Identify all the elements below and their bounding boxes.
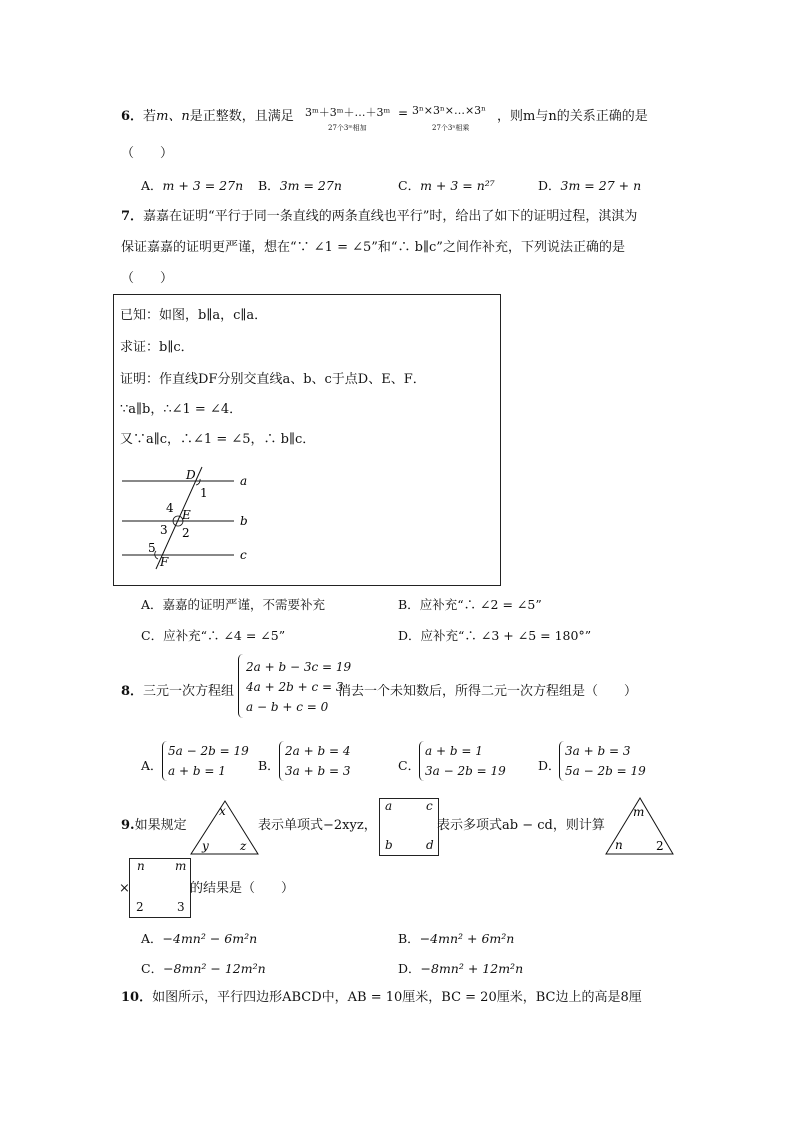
tri-right: z [240, 839, 247, 853]
q8-option-c-label: C． [398, 758, 421, 773]
q8-system-brace [238, 654, 243, 718]
q9-square-nm23 [129, 858, 191, 918]
option-label: D． [398, 628, 421, 643]
system-eq-2: 4a + 2b + c = 3 [246, 680, 344, 694]
sq-bl: b [385, 838, 393, 852]
q9-times: × [119, 881, 130, 896]
option-label: D． [398, 961, 421, 976]
q9-option-c [141, 959, 266, 977]
q9-option-b [398, 929, 514, 947]
angle-2: 2 [182, 526, 190, 540]
point-d: D [186, 468, 196, 482]
q7-option-c [141, 626, 285, 644]
proof-step-1: 证明：作直线DF分别交直线a、b、c于点D、E、F． [120, 372, 426, 387]
q9-option-a [141, 929, 257, 947]
option-text: −4mn² + 6m²n [419, 931, 515, 946]
option-label: B． [398, 597, 420, 612]
proof-step-3: 又∵a∥c，∴∠1 = ∠5，∴ b∥c． [120, 432, 316, 447]
option-eq: 5a − 2b = 19 [168, 744, 249, 758]
point-e: E [182, 508, 191, 522]
transversal-df [156, 467, 202, 569]
option-eq: a + b = 1 [168, 764, 226, 778]
q9-text-a: 如果规定 [134, 818, 187, 833]
option-label: B． [398, 931, 420, 946]
q8-option-a-eqs [168, 741, 249, 781]
q8-option-b-brace [279, 741, 284, 781]
q9-option-d [398, 959, 523, 977]
label-b: b [240, 514, 248, 528]
proof-to-prove: 求证：b∥c． [120, 340, 194, 355]
q6-rhs: 3ⁿ×3ⁿ×…×3ⁿ [412, 104, 486, 117]
option-label: A． [141, 597, 163, 612]
q8-option-c-brace [419, 741, 424, 781]
sq-tl: a [385, 799, 393, 813]
label-c: c [240, 548, 247, 562]
q8-system [246, 657, 351, 717]
option-eq: 5a − 2b = 19 [565, 764, 646, 778]
q6-text-c: ，则m与n的关系正确的是 [497, 109, 648, 124]
q6-number: 6． [121, 109, 144, 124]
q8-text-a: 三元一次方程组 [143, 684, 235, 699]
option-eq: 2a + b = 4 [285, 744, 351, 758]
option-label: A． [141, 178, 163, 193]
q7-option-b [398, 595, 542, 613]
system-eq-1: 2a + b − 3c = 19 [246, 660, 352, 674]
q7-paren: （ ） [121, 271, 174, 286]
option-text: 嘉嘉的证明严谨，不需要补充 [162, 597, 326, 612]
label-a: a [240, 474, 248, 488]
q7-option-a [141, 595, 325, 613]
option-label: C． [141, 628, 164, 643]
angle-3: 3 [160, 523, 168, 537]
q8-option-d-eqs [565, 741, 646, 781]
q6-option-b [258, 176, 342, 194]
option-label: D． [538, 178, 561, 193]
q6-paren: （ ） [121, 146, 174, 161]
point-f: F [160, 555, 169, 569]
q8-option-d-brace [559, 741, 564, 781]
q6-rhs-note: 27个3ⁿ相乘 [432, 124, 470, 132]
option-eq: 3a − 2b = 19 [425, 764, 506, 778]
q8-option-b-label: B． [258, 758, 280, 773]
option-text: 应补充“∴ ∠4 = ∠5” [163, 628, 286, 643]
q7-number: 7． [121, 209, 144, 224]
q6-option-c [398, 176, 495, 194]
option-eq: 3a + b = 3 [285, 764, 351, 778]
proof-step-2: ∵a∥b，∴∠1 = ∠4． [120, 402, 243, 417]
option-eq: 3a + b = 3 [565, 744, 631, 758]
sq-tl: n [137, 859, 145, 873]
q7-line1 [121, 208, 637, 226]
q7-proof-box [113, 294, 501, 586]
q9-text-d: 的结果是（ ） [190, 881, 295, 896]
q6-equals: = [398, 106, 409, 120]
q8-number: 8． [121, 684, 144, 699]
q8-option-a-label: A． [141, 758, 163, 773]
option-text: −4mn² − 6m²n [162, 931, 258, 946]
option-text: −8mn² + 12m²n [420, 961, 524, 976]
option-label: C． [141, 961, 164, 976]
q9-triangle-xyz [188, 798, 262, 858]
sq-br: d [426, 838, 434, 852]
q9-triangle-mn2 [603, 795, 677, 857]
sq-tr: m [175, 859, 187, 873]
angle-4: 4 [166, 501, 174, 515]
q7-option-d [398, 626, 591, 644]
q9-square-abcd [379, 798, 439, 856]
q8-option-a-brace [162, 741, 167, 781]
tri-top: x [219, 804, 226, 818]
system-eq-3: a − b + c = 0 [246, 700, 329, 714]
q7-figure [118, 463, 258, 573]
q6-text-a: 若 [143, 109, 157, 124]
option-text: m + 3 = 27n [162, 178, 244, 193]
q10-number: 10． [121, 990, 153, 1005]
q6-lhs: 3ᵐ＋3ᵐ＋…＋3ᵐ [305, 106, 391, 119]
q9-text-c: 表示多项式ab − cd，则计算 [437, 818, 605, 833]
option-label: C． [398, 178, 421, 193]
sq-tr: c [426, 799, 433, 813]
tri-top: m [633, 805, 645, 819]
option-label: A． [141, 931, 163, 946]
angle-1: 1 [200, 486, 208, 500]
q7-line2: 保证嘉嘉的证明更严谨，想在“∵ ∠1 = ∠5”和“∴ b∥c”之间作补充，下列说法正确的是 [121, 240, 625, 255]
q9-lead [121, 817, 187, 835]
q7-line1-text: 嘉嘉在证明“平行于同一条直线的两条直线也平行”时，给出了如下的证明过程，淇淇为 [143, 209, 638, 224]
tri-right: 2 [656, 839, 664, 853]
option-text: m + 3 = n²⁷ [420, 178, 495, 193]
sq-bl: 2 [136, 900, 144, 914]
option-text: −8mn² − 12m²n [163, 961, 266, 976]
angle-5: 5 [148, 541, 156, 555]
q8-option-b-eqs [285, 741, 350, 781]
q10-stem [121, 989, 642, 1007]
q8-option-c-eqs [425, 741, 506, 781]
q8-text-b: 消去一个未知数后，所得二元一次方程组是（ ） [338, 684, 638, 699]
q9-number: 9. [121, 818, 135, 833]
q6-stem [121, 108, 294, 126]
q6-text-b: 是正整数，且满足 [189, 109, 294, 124]
q10-text: 如图所示，平行四边形ABCD中，AB = 10厘米，BC = 20厘米，BC边上的高是8厘 [152, 990, 642, 1005]
q8-lead [121, 683, 234, 701]
q9-text-b: 表示单项式−2xyz， [258, 818, 377, 833]
option-text: 3m = 27 + n [560, 178, 642, 193]
q6-option-a [141, 176, 243, 194]
option-label: B． [258, 178, 280, 193]
option-text: 应补充“∴ ∠2 = ∠5” [419, 597, 542, 612]
q6-lhs-note: 27个3ᵐ相加 [328, 124, 367, 132]
option-eq: a + b = 1 [425, 744, 483, 758]
tri-left: y [202, 839, 209, 853]
q8-option-d-label: D． [538, 758, 561, 773]
option-text: 应补充“∴ ∠3 + ∠5 = 180°” [420, 628, 592, 643]
sq-br: 3 [177, 900, 185, 914]
option-text: 3m = 27n [279, 178, 342, 193]
proof-given: 已知：如图，b∥a，c∥a． [120, 308, 268, 323]
q6-option-d [538, 176, 641, 194]
tri-left: n [615, 838, 623, 852]
q6-vars: m、n [156, 109, 190, 124]
